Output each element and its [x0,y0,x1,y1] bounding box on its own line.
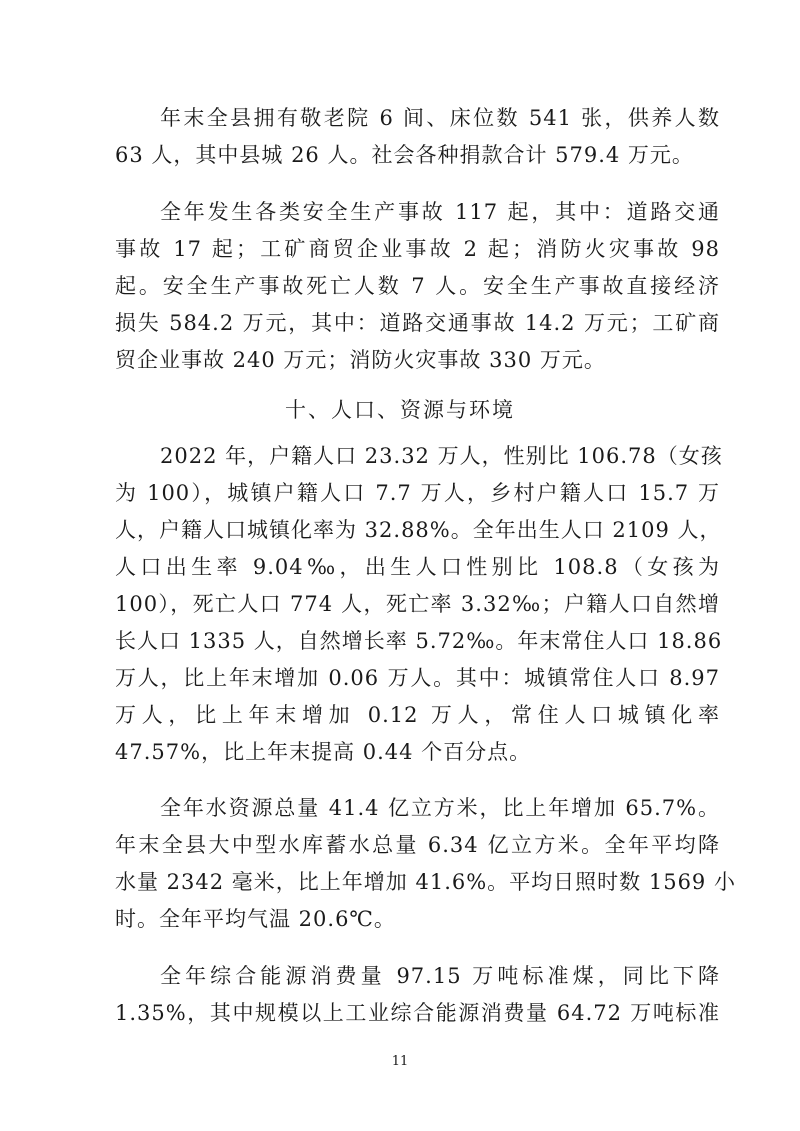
paragraph-3-line: 100），死亡人口 774 人，死亡率 3.32‰；户籍人口自然增 [115,592,720,616]
paragraph-2-line: 事故 17 起；工矿商贸企业事故 2 起；消防火灾事故 98 [115,237,720,261]
paragraph-4-line: 年末全县大中型水库蓄水总量 6.34 亿立方米。全年平均降 [115,833,720,857]
paragraph-3-line: 47.57%，比上年末提高 0.44 个百分点。 [115,740,532,764]
section-heading: 十、人口、资源与环境 [285,398,515,422]
paragraph-4-line: 时。全年平均气温 20.6℃。 [115,907,396,931]
paragraph-2-line: 损失 584.2 万元，其中：道路交通事故 14.2 万元；工矿商 [115,311,720,335]
paragraph-4-line: 水量 2342 毫米，比上年增加 41.6%。平均日照时数 1569 小 [115,870,736,894]
paragraph-2-line: 全年发生各类安全生产事故 117 起，其中：道路交通 [160,200,720,224]
paragraph-5-line: 全年综合能源消费量 97.15 万吨标准煤，同比下降 [160,964,720,988]
page-number: 11 [391,1054,409,1069]
paragraph-1-line: 年末全县拥有敬老院 6 间、床位数 541 张，供养人数 [160,106,720,130]
paragraph-3-line: 人口出生率 9.04‰，出生人口性别比 108.8（女孩为 [115,555,720,579]
paragraph-3-line: 为 100），城镇户籍人口 7.7 万人，乡村户籍人口 15.7 万 [115,481,720,505]
paragraph-3-line: 万人，比上年末增加 0.06 万人。其中：城镇常住人口 8.97 [115,666,720,690]
paragraph-1-line: 63 人，其中县城 26 人。社会各种捐款合计 579.4 万元。 [115,143,694,167]
paragraph-3-line: 人，户籍人口城镇化率为 32.88%。全年出生人口 2109 人， [115,518,722,542]
paragraph-5-line: 1.35%，其中规模以上工业综合能源消费量 64.72 万吨标准 [115,1001,720,1025]
paragraph-4-line: 全年水资源总量 41.4 亿立方米，比上年增加 65.7%。 [160,796,720,820]
paragraph-2-line: 贸企业事故 240 万元；消防火灾事故 330 万元。 [115,348,606,372]
paragraph-2-line: 起。安全生产事故死亡人数 7 人。安全生产事故直接经济 [115,274,720,298]
paragraph-3-line: 万人，比上年末增加 0.12 万人，常住人口城镇化率 [115,703,720,727]
paragraph-3-line: 2022 年，户籍人口 23.32 万人，性别比 106.78（女孩 [160,444,723,468]
paragraph-3-line: 长人口 1335 人，自然增长率 5.72‰。年末常住人口 18.86 [115,629,723,653]
